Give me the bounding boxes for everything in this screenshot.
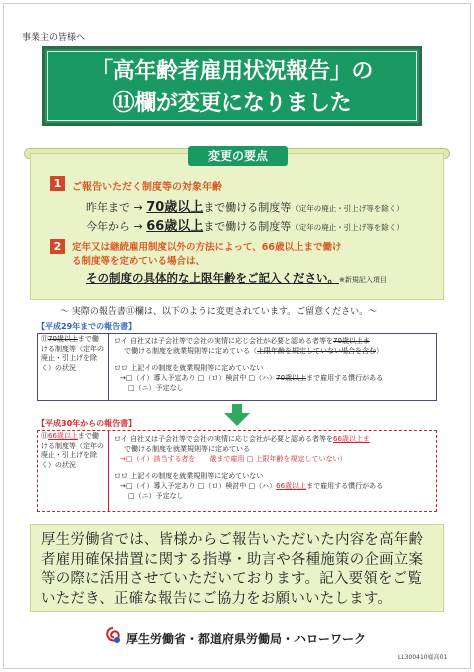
text: →□（イ）導入予定あり □（ロ）検討中 □（ハ） [120, 374, 277, 382]
left-rest: まで働ける制度等（定年の廃止・引上げを除く）の状況 [41, 432, 104, 469]
old-ro-line-1: ロロ 上記イの制度を就業規則等に定めていない [114, 364, 264, 372]
point-2-heading-line-2: る制度等を定めている場合は、 [72, 256, 206, 267]
row-prefix: 昨年まで → [86, 201, 147, 214]
new-age: 66歳以上 [276, 482, 307, 490]
new-i-line-3: →□（イ）該当する者を 歳まで雇用 □ 上限年齢を規定していない） [120, 455, 347, 463]
row-age: 66歳以上 [146, 219, 204, 234]
row-suffix: まで働ける制度等 [203, 201, 292, 214]
point-1-row-last-year [86, 196, 404, 215]
ministry-logo-icon [104, 626, 122, 644]
text: まで雇用する慣行がある [306, 482, 384, 490]
new-form-option-i [114, 434, 434, 464]
old-form-left-cell [37, 333, 109, 401]
point-1-row-this-year [86, 215, 404, 234]
new-i-line-2: で働ける制度を就業規則等に定めている [124, 445, 250, 453]
footer-organization: 厚生労働省・都道府県労働局・ハローワーク [126, 632, 367, 646]
item-number: ⑪ [41, 432, 48, 440]
item-number: ⑪ [41, 335, 48, 343]
old-form-left-text [37, 333, 108, 373]
old-form-label: 【平成29年までの報告書】 [37, 322, 137, 331]
old-ro-line-3: □（ニ）予定なし [128, 384, 184, 392]
old-i-line-1 [114, 336, 434, 346]
old-age-struck: 70歳以上 [48, 335, 78, 343]
row-prefix: 今年から → [86, 220, 147, 233]
down-arrow-icon [224, 404, 250, 426]
new-ro-line-1: ロロ 上記イの制度を就業規則等に定めていない [114, 472, 264, 480]
text: ） [376, 347, 383, 355]
title-line-2: ⑪欄が変更になりました [112, 91, 352, 116]
emphasis-text: その制度の具体的な上限年齢をご記入ください。 [86, 271, 339, 285]
new-ro-line-3: □（ニ）予定なし [128, 492, 184, 500]
text: ロイ 自社又は子会社等で会社の実情に応じ会社が必要と認める者等を [114, 337, 334, 345]
new-i-line-1 [114, 434, 434, 444]
row-note: （定年の廃止・引上げ等を除く） [291, 204, 404, 213]
point-1-heading: ご報告いただく制度等の対象年齢 [72, 182, 222, 193]
summary-tab: 変更の要点 [188, 146, 288, 166]
left-rest: まで働ける制度等（定年の廃止・引上げを除く）の状況 [41, 335, 104, 372]
old-ro-line-2 [114, 373, 434, 383]
row-note: （定年の廃止・引上げ等を除く） [291, 223, 404, 232]
title-banner [42, 46, 422, 126]
change-note: ～ 実際の報告書⑪欄は、以下のように変更されています。ご留意ください。～ [60, 307, 378, 317]
footer-code: LL300410雇高01 [398, 654, 448, 661]
new-form-left-cell [37, 430, 109, 512]
title-line-1: 「高年齢者雇用状況報告」の [90, 59, 374, 84]
row-age: 70歳以上 [146, 200, 204, 215]
point-2-heading-line-1: 定年又は継続雇用制度以外の方法によって、66歳以上まで働け [72, 242, 342, 253]
new-ro-line-2 [114, 481, 434, 491]
old-form-option-ro [114, 363, 434, 393]
point-2-badge: 2 [50, 239, 65, 254]
old-form-option-i [114, 336, 434, 356]
point-2-emphasis [86, 270, 387, 286]
struck-age: 70歳以上 [276, 374, 307, 382]
text: まで雇用する慣行がある [306, 374, 384, 382]
point-1-badge: 1 [50, 176, 65, 191]
new-form-left-text [37, 430, 108, 470]
emphasis-note: ※新規記入項目 [339, 276, 387, 284]
new-age: 66歳以上 [48, 432, 78, 440]
new-form-option-ro [114, 471, 434, 501]
struck-note: 上限年齢を規定していない場合を含む [257, 347, 376, 355]
closing-box [30, 524, 444, 612]
old-i-line-2 [114, 346, 434, 356]
new-form-label: 【平成30年からの報告書】 [37, 419, 137, 428]
row-suffix: まで働ける制度等 [203, 220, 292, 233]
new-age: 66歳以上ま [333, 435, 370, 443]
struck-age: 70歳以上ま [333, 337, 370, 345]
text: →□（イ）導入予定あり □（ロ）検討中 □（ハ） [120, 482, 277, 490]
text: ロイ 自社又は子会社等で会社の実情に応じ会社が必要と認める者等を [114, 435, 334, 443]
closing-text: 厚生労働省では、皆様からご報告いただいた内容を高年齢者雇用確保措置に関する指導・助言や各種施策の企画立案等の際に活用させていただいております。記入要領をご覧いただき、正確な報告にご協力をお願いいたします。 [41, 532, 424, 607]
addressee: 事業主の皆様へ [22, 33, 86, 43]
text: で働ける制度を就業規則等に定めている（ [124, 347, 257, 355]
